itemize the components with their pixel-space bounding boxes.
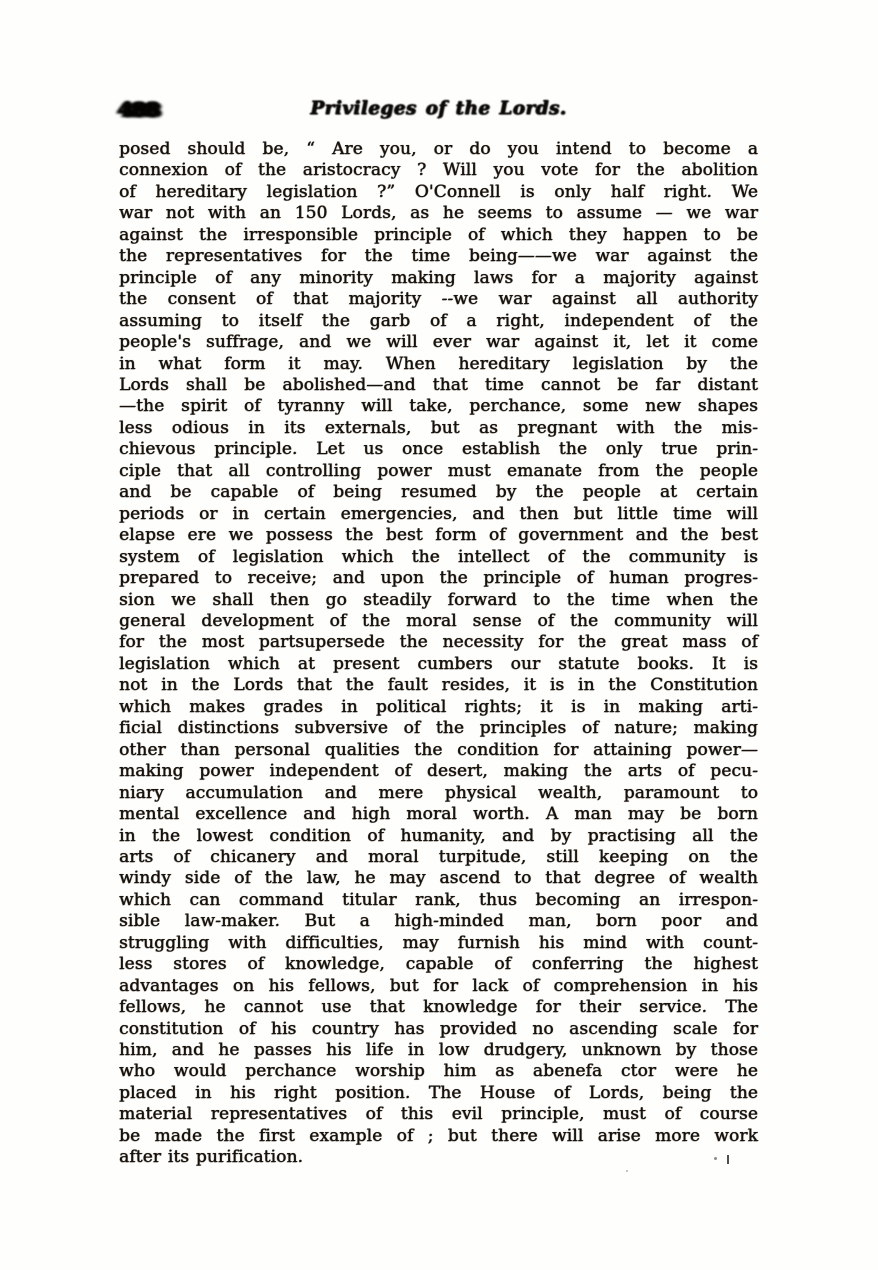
text-line: which makes grades in political rights; it is in making arti- bbox=[119, 696, 758, 717]
text-line: struggling with difficulties, may furnish his mind with count- bbox=[119, 932, 758, 953]
text-line: which can command titular rank, thus becoming an irrespon- bbox=[119, 889, 758, 910]
text-line: system of legislation which the intellect of the community is bbox=[119, 546, 758, 567]
text-line: in the lowest condition of humanity, and by practising all the bbox=[119, 825, 758, 846]
text-line: of hereditary legislation ?” O'Connell is only half right. We bbox=[119, 181, 758, 202]
text-line: other than personal qualities the condition for attaining power— bbox=[119, 739, 758, 760]
text-line: him, and he passes his life in low drudgery, unknown by those bbox=[119, 1040, 758, 1061]
text-line: people's suffrage, and we will ever war against it, let it come bbox=[119, 332, 758, 353]
text-line: general development of the moral sense of the community will bbox=[119, 610, 758, 631]
text-line: Lords shall be abolished—and that time cannot be far distant bbox=[119, 374, 758, 395]
text-line: against the irresponsible principle of which they happen to be bbox=[119, 224, 758, 245]
text-line: and be capable of being resumed by the people at certain bbox=[119, 482, 758, 503]
text-line: periods or in certain emergencies, and then but little time will bbox=[119, 503, 758, 524]
text-line: legislation which at present cumbers our statute books. It is bbox=[119, 653, 758, 674]
text-line: less odious in its externals, but as pregnant with the mis- bbox=[119, 417, 758, 438]
text-line: posed should be, “ Are you, or do you intend to become a bbox=[119, 139, 758, 159]
text-line: for the most partsupersede the necessity for the great mass of bbox=[119, 632, 758, 653]
text-line: after its purification. bbox=[119, 1147, 304, 1168]
text-line: —the spirit of tyranny will take, perchance, some new shapes bbox=[119, 396, 758, 417]
text-line: who would perchance worship him as abenefa ctor were he bbox=[119, 1061, 758, 1082]
page-header bbox=[119, 98, 758, 128]
text-line: windy side of the law, he may ascend to that degree of wealth bbox=[119, 868, 758, 889]
text-line: less stores of knowledge, capable of conferring the highest bbox=[119, 954, 758, 975]
text-line: advantages on his fellows, but for lack of comprehension in his bbox=[119, 975, 758, 996]
text-line: sible law-maker. But a high-minded man, born poor and bbox=[119, 911, 758, 932]
text-line: material representatives of this evil principle, must of course bbox=[119, 1104, 758, 1125]
scan-speckle bbox=[714, 1157, 717, 1160]
text-line: in what form it may. When hereditary legislation by the bbox=[119, 353, 758, 374]
text-line: fellows, he cannot use that knowledge for their service. The bbox=[119, 997, 758, 1018]
page-number: 488 bbox=[117, 99, 158, 121]
text-line: not in the Lords that the fault resides, it is in the Constitution bbox=[119, 675, 758, 696]
text-line: mental excellence and high moral worth. A man may be born bbox=[119, 804, 758, 825]
text-line: making power independent of desert, making the arts of pecu- bbox=[119, 761, 758, 782]
text-line: assuming to itself the garb of a right, independent of the bbox=[119, 310, 758, 331]
text-line: prepared to receive; and upon the principle of human progres- bbox=[119, 568, 758, 589]
text-line: principle of any minority making laws for a majority against bbox=[119, 267, 758, 288]
text-line: constitution of his country has provided no ascending scale for bbox=[119, 1018, 758, 1039]
text-line: be made the first example of ; but there will arise more work bbox=[119, 1125, 758, 1146]
text-line: ficial distinctions subversive of the principles of nature; making bbox=[119, 718, 758, 739]
text-line: placed in his right position. The House of Lords, being the bbox=[119, 1082, 758, 1103]
running-title: Privileges of the Lords. bbox=[310, 98, 567, 119]
text-line: chievous principle. Let us once establish the only true prin- bbox=[119, 439, 758, 460]
text-line: arts of chicanery and moral turpitude, still keeping on the bbox=[119, 846, 758, 867]
scan-speckle bbox=[626, 1170, 628, 1172]
text-line: niary accumulation and mere physical wealth, paramount to bbox=[119, 782, 758, 803]
text-line: the consent of that majority --we war against all authority bbox=[119, 289, 758, 310]
scan-speckle bbox=[727, 1155, 729, 1164]
page-body bbox=[119, 139, 758, 1169]
text-line: ciple that all controlling power must emanate from the people bbox=[119, 460, 758, 481]
text-line: the representatives for the time being——we war against the bbox=[119, 246, 758, 267]
text-line: war not with an 150 Lords, as he seems to assume — we war bbox=[119, 203, 758, 224]
text-line: connexion of the aristocracy ? Will you vote for the abolition bbox=[119, 160, 758, 181]
text-line: elapse ere we possess the best form of government and the best bbox=[119, 525, 758, 546]
text-line: sion we shall then go steadily forward to the time when the bbox=[119, 589, 758, 610]
